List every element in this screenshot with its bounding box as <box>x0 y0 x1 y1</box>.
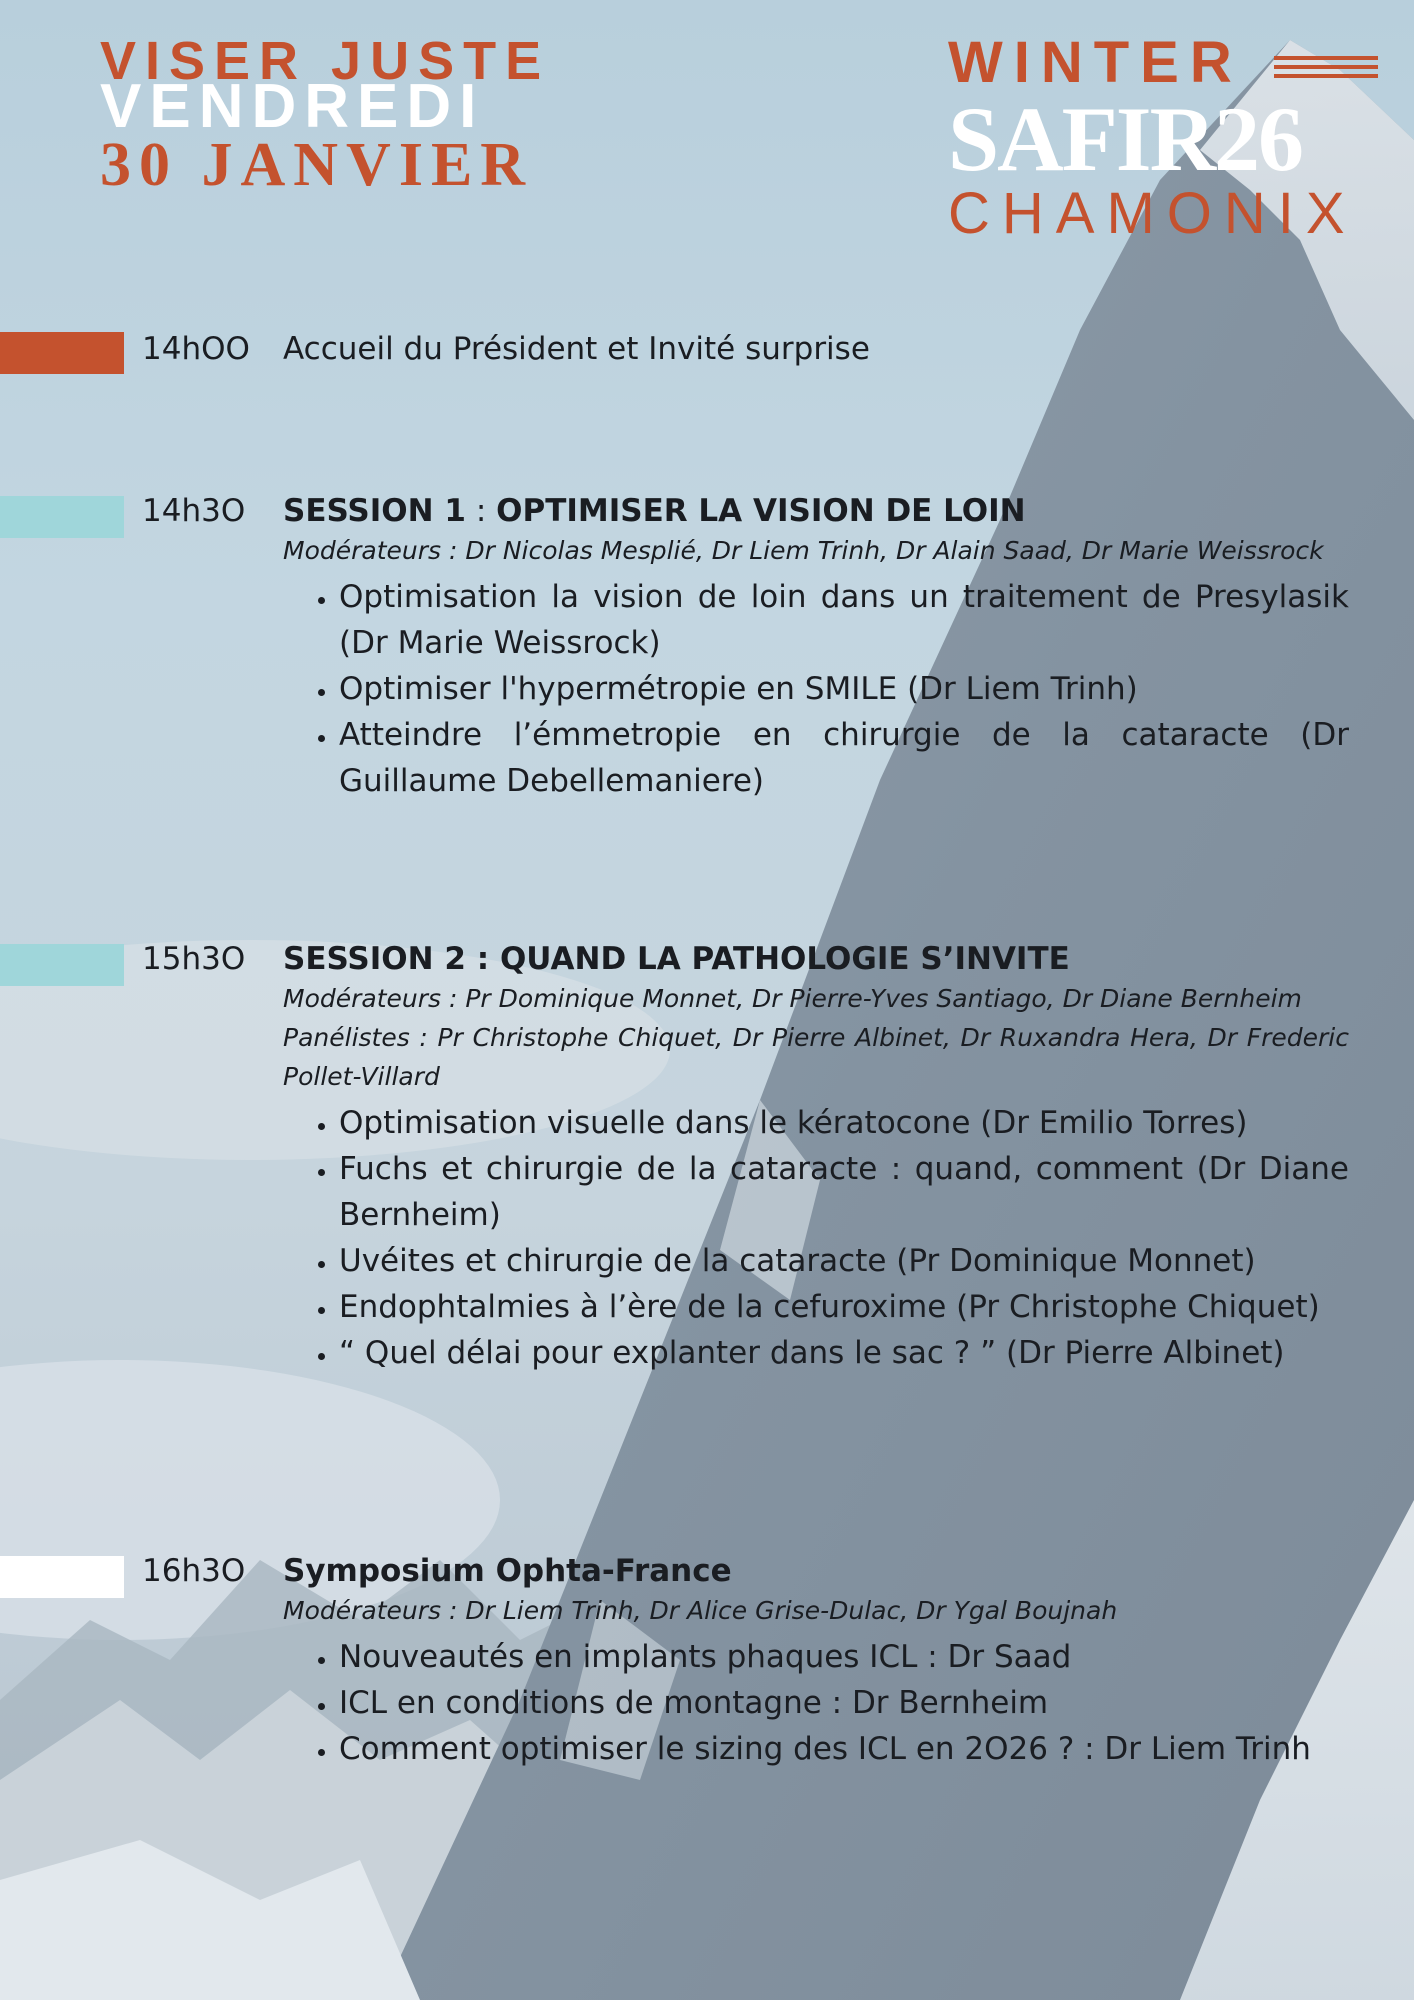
list-item: • Optimiser l'hypermétropie en SMILE (Dr Liem Trinh) <box>339 666 1349 712</box>
moderators: Modérateurs : Dr Liem Trinh, Dr Alice Grise-Dulac, Dr Ygal Boujnah <box>283 1596 1118 1625</box>
list-item: • ICL en conditions de montagne : Dr Bernheim <box>339 1680 1349 1726</box>
session-title: SESSION 2 : QUAND LA PATHOLOGIE S’INVITE <box>283 941 1070 977</box>
time-marker <box>0 496 124 538</box>
agenda-time: 16h3O <box>142 1553 246 1589</box>
panelists: Panélistes : Pr Christophe Chiquet, Dr Pierre Albinet, Dr Ruxandra Hera, Dr Frederic Pollet-Villard <box>283 1023 1349 1091</box>
brand-winter: WINTER <box>948 30 1243 95</box>
session-title-main: OPTIMISER LA VISION DE LOIN <box>496 493 1026 529</box>
list-item: • Nouveautés en implants phaques ICL : Dr Saad <box>339 1634 1349 1680</box>
agenda-session-1 <box>283 491 1349 804</box>
talk-list <box>283 574 1349 804</box>
time-marker <box>0 332 124 374</box>
list-item: • Uvéites et chirurgie de la cataracte (Pr Dominique Monnet) <box>339 1238 1349 1284</box>
session-title: Symposium Ophta-France <box>283 1553 732 1589</box>
list-item: • Atteindre l’émmetropie en chirurgie de la cataracte (Dr Guillaume Debellemaniere) <box>339 712 1349 804</box>
agenda-title: Accueil du Président et Invité surprise <box>283 331 870 367</box>
stripes-icon <box>1274 56 1378 83</box>
day-label: VENDREDI <box>100 72 485 141</box>
theme-title: VISER JUSTE <box>100 31 551 91</box>
date-label: 30 JANVIER <box>100 131 534 199</box>
agenda-session-2 <box>283 939 1349 1376</box>
list-item: • Fuchs et chirurgie de la cataracte : quand, comment (Dr Diane Bernheim) <box>339 1146 1349 1238</box>
agenda-time: 15h3O <box>142 941 246 977</box>
time-marker <box>0 944 124 986</box>
list-item: • Optimisation la vision de loin dans un traitement de Presylasik (Dr Marie Weissrock) <box>339 574 1349 666</box>
talk-list <box>283 1634 1349 1772</box>
brand-safir: SAFIR26 <box>948 88 1303 190</box>
talk-list <box>283 1100 1349 1376</box>
agenda-symposium <box>283 1551 1349 1772</box>
session-title-separator: : <box>465 493 497 529</box>
list-item: • Comment optimiser le sizing des ICL en 2O26 ? : Dr Liem Trinh <box>339 1726 1349 1772</box>
moderators: Modérateurs : Dr Nicolas Mesplié, Dr Liem Trinh, Dr Alain Saad, Dr Marie Weissrock <box>283 536 1324 565</box>
session-title-prefix: SESSION 1 <box>283 493 466 529</box>
brand-city: CHAMONIX <box>948 181 1357 246</box>
agenda-welcome <box>283 330 1349 368</box>
list-item: • “ Quel délai pour explanter dans le sac ? ” (Dr Pierre Albinet) <box>339 1330 1349 1376</box>
event-date-header <box>100 31 551 199</box>
list-item: • Optimisation visuelle dans le kératocone (Dr Emilio Torres) <box>339 1100 1349 1146</box>
time-marker <box>0 1556 124 1598</box>
list-item: • Endophtalmies à l’ère de la cefuroxime (Pr Christophe Chiquet) <box>339 1284 1349 1330</box>
session-title <box>283 491 1349 531</box>
agenda-time: 14hOO <box>142 331 250 367</box>
moderators: Modérateurs : Pr Dominique Monnet, Dr Pierre-Yves Santiago, Dr Diane Bernheim <box>283 984 1302 1013</box>
agenda-time: 14h3O <box>142 493 246 529</box>
